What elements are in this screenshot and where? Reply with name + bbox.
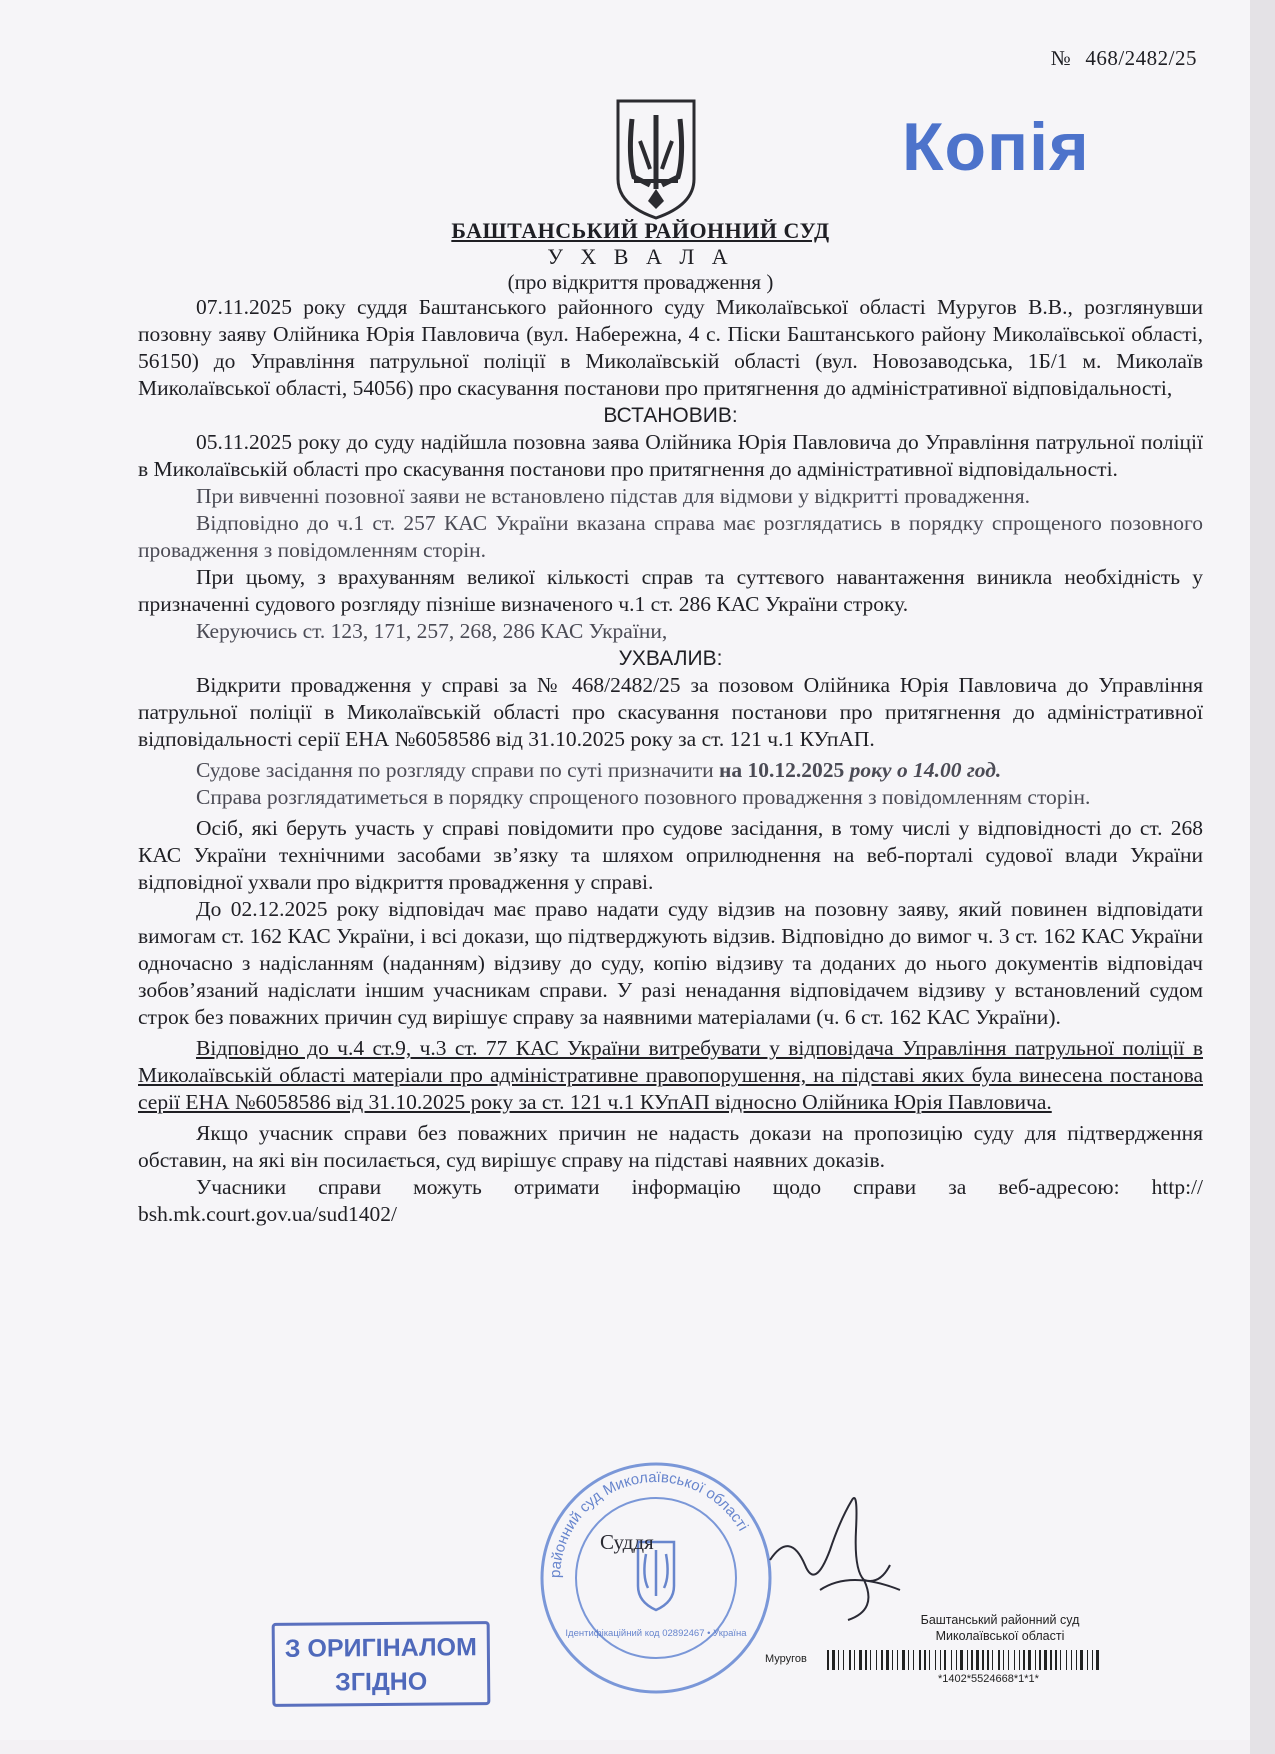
trident-emblem-icon	[612, 97, 700, 222]
barcode-bar	[838, 1650, 839, 1670]
barcode-bar	[1035, 1650, 1036, 1670]
copy-stamp: Копія	[902, 109, 1090, 185]
document-subtitle: (про відкриття провадження )	[507, 270, 774, 294]
judge-label: Суддя	[600, 1530, 654, 1554]
barcode-bar	[902, 1650, 905, 1670]
barcode-bar	[886, 1650, 889, 1670]
barcode-bar	[892, 1650, 893, 1670]
barcode-bar	[832, 1650, 835, 1670]
barcode-bar	[1023, 1650, 1025, 1670]
barcode-bar	[1019, 1650, 1020, 1670]
barcode-bar	[956, 1650, 957, 1670]
ruled-paragraph: Справа розглядатиметься в порядку спрощеного позовного провадження з повідомленням сторін.	[196, 785, 1091, 809]
barcode-bar	[924, 1650, 926, 1670]
barcode-bar	[935, 1650, 936, 1670]
barcode-bar	[859, 1650, 862, 1670]
evidence-request-paragraph: Відповідно до ч.4 ст.9, ч.3 ст. 77 КАС України витребувати у відповідача Управління патрульної поліції в Миколаївській області матеріали про адміністративне правопорушення, на підставі яких була винесена постанова серії ЕНА №6058586 від 31.10.2025 року за ст. 121 ч.1 КУпАП відносно Олійника Юрія Павловича.	[138, 1036, 1203, 1114]
barcode-bar	[992, 1650, 993, 1670]
barcode-bar	[951, 1650, 952, 1670]
barcode-number: *1402*5524668*1*1*	[938, 1673, 1039, 1685]
document-type: У Х В А Л А	[547, 244, 734, 269]
barcode-bar	[881, 1650, 883, 1670]
barcode-bar	[1050, 1650, 1052, 1670]
ruled-paragraph: Якщо учасник справи без поважних причин не надасть докази на пропозицію суду для підтвердження обставин, на які він посилається, суд вирішує справу на підставі наявних доказів.	[138, 1121, 1203, 1172]
established-paragraph: При цьому, з врахуванням великої кількості справ та суттєвого навантаження виникла необхідність у призначенні судового розгляду пізніше визначеного ч.1 ст. 286 КАС України строку.	[138, 565, 1203, 616]
court-name: БАШТАНСЬКИЙ РАЙОННИЙ СУД	[451, 218, 830, 243]
barcode-bar	[987, 1650, 989, 1670]
barcode-bar	[1060, 1650, 1061, 1670]
barcode-bar	[1055, 1650, 1057, 1670]
barcode-bar	[940, 1650, 941, 1670]
ruled-paragraph: Відкрити провадження у справі за № 468/2482/25 за позовом Олійника Юрія Павловича до Управління патрульної поліції в Миколаївській області про скасування постанови про притягнення до адміністративної відповідальності серії ЕНА №6058586 від 31.10.2025 року за ст. 121 ч.1 КУпАП.	[138, 673, 1203, 751]
barcode-bar	[1008, 1650, 1009, 1670]
established-heading: ВСТАНОВИВ:	[603, 404, 738, 427]
barcode-bar	[913, 1650, 914, 1670]
established-paragraph: 05.11.2025 року до суду надійшла позовна заява Олійника Юрія Павловича до Управління патрульної поліції в Миколаївській області про скасування постанови про притягнення до адміністративної відповідальності.	[138, 430, 1203, 481]
barcode-bar	[967, 1650, 968, 1670]
established-paragraph: Відповідно до ч.1 ст. 257 КАС України вказана справа має розглядатись в порядку спрощеного позовного провадження з повідомленням сторін.	[138, 511, 1203, 562]
page-edge	[1250, 0, 1275, 1754]
barcode-bar	[897, 1650, 898, 1670]
barcode-bar	[865, 1650, 867, 1670]
barcode-bar	[960, 1650, 963, 1670]
barcode-bar	[843, 1650, 844, 1670]
barcode-bar	[849, 1650, 851, 1670]
barcode-bar	[870, 1650, 871, 1670]
intro-paragraph: 07.11.2025 року суддя Баштанського районного суду Миколаївської області Муругов В.В., розглянувши позовну заяву Олійника Юрія Павловича (вул. Набережна, 4 с. Піски Баштанського району Миколаївської області, 56150) до Управління патрульної поліції в Миколаївській області (вул. Новозаводська, 1Б/1 м. Миколаїв Миколаївської області, 54056) про скасування постанови про притягнення до адміністративної відповідальності,	[138, 295, 1203, 400]
barcode-bar	[1071, 1650, 1072, 1670]
court-footer: Баштанський районний суд Миколаївської області	[920, 1613, 1080, 1643]
barcode-bar	[1096, 1650, 1099, 1670]
barcode-bar	[929, 1650, 930, 1670]
barcode-bar	[976, 1650, 979, 1670]
barcode-bar	[919, 1650, 921, 1670]
barcode-bar	[1087, 1650, 1088, 1670]
barcode-bar	[1066, 1650, 1067, 1670]
hearing-paragraph: Судове засідання по розгляду справи по суті призначити на 10.12.2025 року о 14.00 год.	[196, 758, 1002, 782]
barcode-bar	[827, 1650, 829, 1670]
barcode-bar	[1080, 1650, 1083, 1670]
barcode-bar	[1039, 1650, 1041, 1670]
barcode-bar	[1028, 1650, 1031, 1670]
barcode-bar	[908, 1650, 909, 1670]
barcode-bar	[982, 1650, 984, 1670]
barcode-bar	[1014, 1650, 1015, 1670]
ruled-paragraph: Осіб, які беруть участь у справі повідомити про судове засідання, в тому числі у відповідності до ст. 268 КАС України технічними засобами зв’язку та шляхом оприлюднення на веб-порталі судової влади України відповідної ухвали про відкриття провадження у справі.	[138, 816, 1203, 894]
ruled-paragraph: До 02.12.2025 року відповідач має право надати суду відзив на позовну заяву, який повинен відповідати вимогам ст. 162 КАС України, і всі докази, що підтверджують відзив. Відповідно до вимог ч. 3 ст. 162 КАС України одночасно з надісланням (наданням) відзиву до суду, копію відзиву та доданих до нього документів відповідач зобов’язаний надіслати іншим учасникам справи. У разі ненадання відповідачем відзиву у встановлений судом строк без поважних причин суд вирішує справу за наявними матеріалами (ч. 6 ст. 162 КАС України).	[138, 897, 1203, 1029]
barcode-bar	[854, 1650, 855, 1670]
barcode-bar	[998, 1650, 1000, 1670]
barcode-bar	[876, 1650, 877, 1670]
barcode-bar	[1076, 1650, 1077, 1670]
barcode-bar	[1044, 1650, 1047, 1670]
signature-icon	[760, 1470, 910, 1630]
barcode-label: Муругов	[765, 1653, 807, 1665]
case-number: № 468/2482/25	[1050, 46, 1197, 70]
barcode-bar	[1003, 1650, 1004, 1670]
court-seal-icon	[538, 1460, 774, 1696]
established-paragraph: Керуючись ст. 123, 171, 257, 268, 286 КАС України,	[196, 619, 668, 643]
ruled-paragraph: Учасники справи можуть отримати інформацію щодо справи за веб-адресою: http:// bsh.mk.court.gov.ua/sud1402/	[138, 1175, 1203, 1226]
ruled-heading: УХВАЛИВ:	[618, 647, 723, 670]
document-body	[138, 294, 1203, 1228]
original-conformity-stamp: З ОРИГІНАЛОМ ЗГІДНО	[272, 1621, 491, 1707]
barcode-bar	[944, 1650, 946, 1670]
svg-text:районний суд Миколаївської обл: районний суд Миколаївської області	[546, 1468, 752, 1579]
svg-text:Ідентифікаційний код 02892467: Ідентифікаційний код 02892467 • Україна	[565, 1628, 747, 1639]
established-paragraph: При вивченні позовної заяви не встановлено підстав для відмови у відкритті провадження.	[196, 484, 1031, 508]
barcode-bar	[1092, 1650, 1093, 1670]
barcode-bar	[971, 1650, 973, 1670]
barcode-icon	[765, 1650, 1193, 1672]
